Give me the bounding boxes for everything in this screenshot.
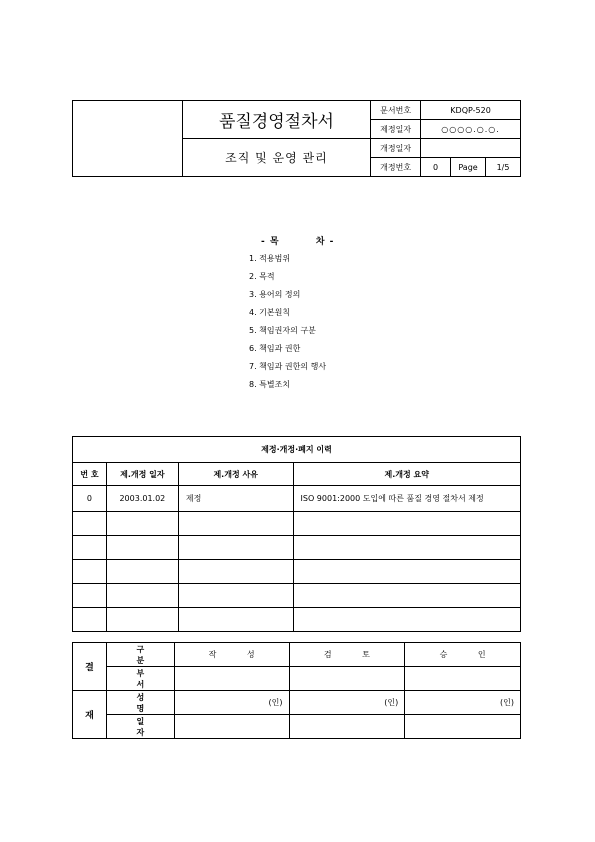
col-header-date: 제.개정 일자 xyxy=(106,463,178,486)
toc-item: 5. 책임권자의 구분 xyxy=(249,326,316,335)
seal-author: (인) xyxy=(174,691,289,715)
approval-side-bottom: 재 xyxy=(73,691,107,739)
revision-history-table xyxy=(72,436,521,632)
doc-no-label: 문서번호 xyxy=(371,101,421,120)
toc-item: 6. 책임과 권한 xyxy=(249,344,301,353)
cell-no: 0 xyxy=(73,486,107,512)
col-header-summary: 제.개정 요약 xyxy=(293,463,520,486)
document-subtitle: 조직 및 운영 관리 xyxy=(182,139,371,177)
approval-col-author: 작 성 xyxy=(174,643,289,667)
table-row xyxy=(73,512,521,536)
revise-no-label: 개정번호 xyxy=(371,158,421,177)
document-header xyxy=(72,100,521,177)
dept-approve-cell xyxy=(405,667,521,691)
seal-approve: (인) xyxy=(405,691,521,715)
enact-date-value: ○○○○.○.○. xyxy=(421,120,521,139)
approval-table xyxy=(72,642,521,739)
col-header-no: 번 호 xyxy=(73,463,107,486)
seal-review: (인) xyxy=(289,691,405,715)
revise-date-label: 개정일자 xyxy=(371,139,421,158)
enact-date-label: 제정일자 xyxy=(371,120,421,139)
toc-title xyxy=(261,234,334,247)
toc-title-left: - 목 xyxy=(261,237,280,247)
table-row xyxy=(73,608,521,632)
toc-item: 1. 적용범위 xyxy=(249,254,291,263)
toc-item: 4. 기본원칙 xyxy=(249,308,291,317)
toc-item: 7. 책임과 권한의 행사 xyxy=(249,362,327,371)
toc-item: 8. 특별조치 xyxy=(249,380,291,389)
history-caption: 제정·개정·폐지 이력 xyxy=(73,437,521,463)
document-title: 품질경영절차서 xyxy=(182,101,371,139)
cell-reason: 제정 xyxy=(178,486,293,512)
dept-author-cell xyxy=(174,667,289,691)
approval-col-category: 구 분 xyxy=(106,643,174,667)
date-review-cell xyxy=(289,715,405,739)
page-label: Page xyxy=(451,158,486,177)
logo-cell xyxy=(73,101,183,177)
dept-review-cell xyxy=(289,667,405,691)
approval-col-approve: 승 인 xyxy=(405,643,521,667)
table-row xyxy=(73,536,521,560)
revise-no-value: 0 xyxy=(421,158,451,177)
date-author-cell xyxy=(174,715,289,739)
approval-row-dept: 부 서 xyxy=(106,667,174,691)
cell-summary: ISO 9001:2000 도입에 따른 품질 경영 절차서 제정 xyxy=(293,486,520,512)
approval-side-top: 결 xyxy=(73,643,107,691)
date-approve-cell xyxy=(405,715,521,739)
toc-title-right: 차 - xyxy=(315,237,335,247)
cell-date: 2003.01.02 xyxy=(106,486,178,512)
page-value: 1/5 xyxy=(486,158,521,177)
col-header-reason: 제.개정 사유 xyxy=(178,463,293,486)
table-row xyxy=(73,560,521,584)
approval-row-date: 일 자 xyxy=(106,715,174,739)
approval-col-review: 검 토 xyxy=(289,643,405,667)
table-row xyxy=(73,486,521,512)
table-row xyxy=(73,584,521,608)
toc-list xyxy=(249,250,326,394)
doc-no-value: KDQP-520 xyxy=(421,101,521,120)
toc-item: 3. 용어의 정의 xyxy=(249,290,301,299)
toc-item: 2. 목적 xyxy=(249,272,275,281)
approval-row-name: 성 명 xyxy=(106,691,174,715)
revise-date-value xyxy=(421,139,521,158)
